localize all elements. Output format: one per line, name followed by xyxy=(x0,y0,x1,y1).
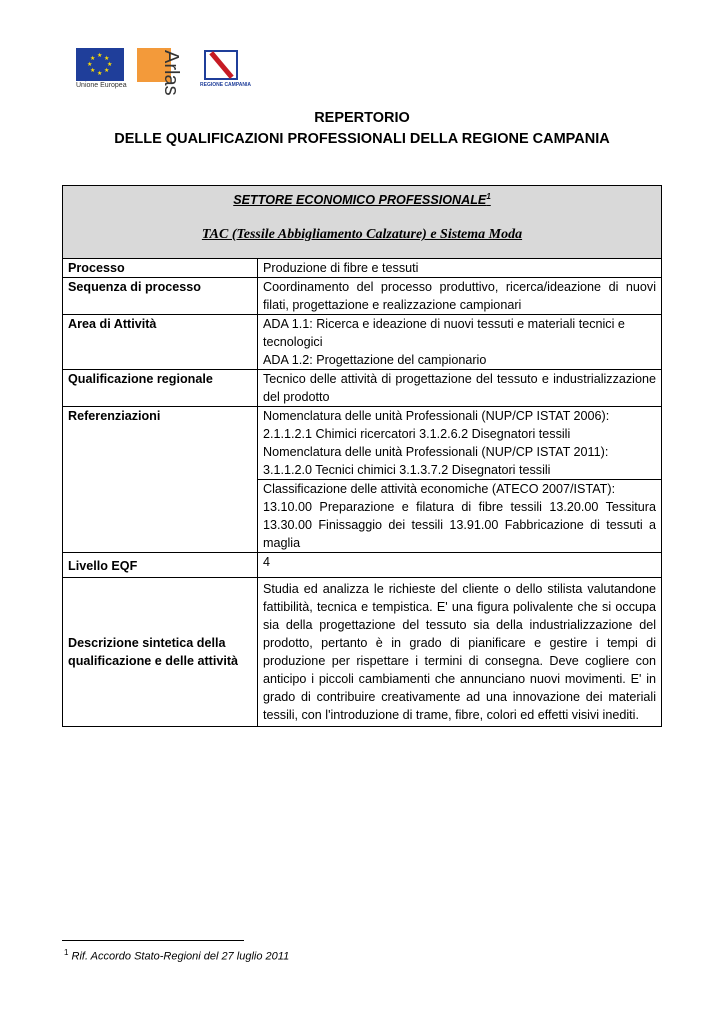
sector-label: SETTORE ECONOMICO PROFESSIONALE xyxy=(233,193,487,208)
qualification-table xyxy=(62,185,662,727)
arlas-logo-text: Arlas xyxy=(160,50,182,96)
footnote xyxy=(64,948,289,963)
row-value: Studia ed analizza le richieste del cliente o dello stilista valutandone fattibilità, tecnica e tempistica. E' una figura polivalente che si occupa sia della progettazione del tessuto sia della industrializzazione del prodotto, pertanto è in grado di pianificare e gestire i tempi di produzione per rispettare i termini di consegna. Deve cogliere con anticipo i piccoli cambiamenti che annunciano nuovi movimenti. E' in grado di contribuire creativamente ad una innovazione dei materiali tessili, con l'introduzione di trame, fibre, colori ed effetti visivi inediti. xyxy=(258,578,662,727)
row-label: Referenziazioni xyxy=(63,407,258,553)
row-value: Produzione di fibre e tessuti xyxy=(258,259,662,278)
table-row xyxy=(63,259,662,278)
row-label: Sequenza di processo xyxy=(63,278,258,315)
ada-1-1: ADA 1.1: Ricerca e ideazione di nuovi tessuti e materiali tecnici e tecnologici xyxy=(263,317,625,349)
doc-subtitle: DELLE QUALIFICAZIONI PROFESSIONALI DELLA REGIONE CAMPANIA xyxy=(114,131,610,147)
regione-campania-logo xyxy=(204,50,238,80)
row-label: Qualificazione regionale xyxy=(63,370,258,407)
row-value: Coordinamento del processo produttivo, ricerca/ideazione di nuovi filati, progettazione e realizzazione campionari xyxy=(258,278,662,315)
table-row xyxy=(63,578,662,727)
footnote-text: Rif. Accordo Stato-Regioni del 27 luglio 2011 xyxy=(71,950,290,963)
row-label: Processo xyxy=(63,259,258,278)
row-value-nup xyxy=(258,407,662,480)
table-row xyxy=(63,370,662,407)
nup-2006: Nomenclatura delle unità Professionali (NUP/CP ISTAT 2006): xyxy=(263,409,610,423)
doc-title: REPERTORIO xyxy=(314,110,410,126)
footnote-ref: 1 xyxy=(486,192,491,201)
row-value-ateco xyxy=(258,480,662,553)
table-row xyxy=(63,407,662,480)
row-label: Area di Attività xyxy=(63,315,258,370)
row-label: Descrizione sintetica della qualificazione e delle attività xyxy=(63,578,258,727)
footnote-separator xyxy=(62,940,244,941)
row-label: Livello EQF xyxy=(63,553,258,578)
table-row xyxy=(63,278,662,315)
ada-1-2: ADA 1.2: Progettazione del campionario xyxy=(263,353,487,367)
eu-flag-logo: ★ ★ ★ ★ ★ ★ ★ ★ xyxy=(76,48,124,81)
table-row xyxy=(63,553,662,578)
row-value xyxy=(258,315,662,370)
eu-label: Unione Europea xyxy=(76,82,127,89)
row-value: Tecnico delle attività di progettazione del tessuto e industrializzazione del prodotto xyxy=(258,370,662,407)
sector-header xyxy=(63,186,662,259)
table-row xyxy=(63,315,662,370)
footnote-number: 1 xyxy=(64,948,69,957)
campania-label: REGIONE CAMPANIA xyxy=(200,82,252,88)
ateco: Classificazione delle attività economiche (ATECO 2007/ISTAT): xyxy=(263,482,616,496)
sector-name: TAC (Tessile Abbigliamento Calzature) e Sistema Moda xyxy=(201,227,523,243)
nup-2011-codes: 3.1.1.2.0 Tecnici chimici 3.1.3.7.2 Disegnatori tessili xyxy=(263,463,551,477)
row-value: 4 xyxy=(258,553,662,578)
nup-2006-codes: 2.1.1.2.1 Chimici ricercatori 3.1.2.6.2 Disegnatori tessili xyxy=(263,427,571,441)
nup-2011: Nomenclatura delle unità Professionali (NUP/CP ISTAT 2011): xyxy=(263,445,609,459)
ateco-codes: 13.10.00 Preparazione e filatura di fibre tessili 13.20.00 Tessitura 13.30.00 Finissaggio dei tessili 13.91.00 Fabbricazione di tessuti a maglia xyxy=(263,500,656,550)
